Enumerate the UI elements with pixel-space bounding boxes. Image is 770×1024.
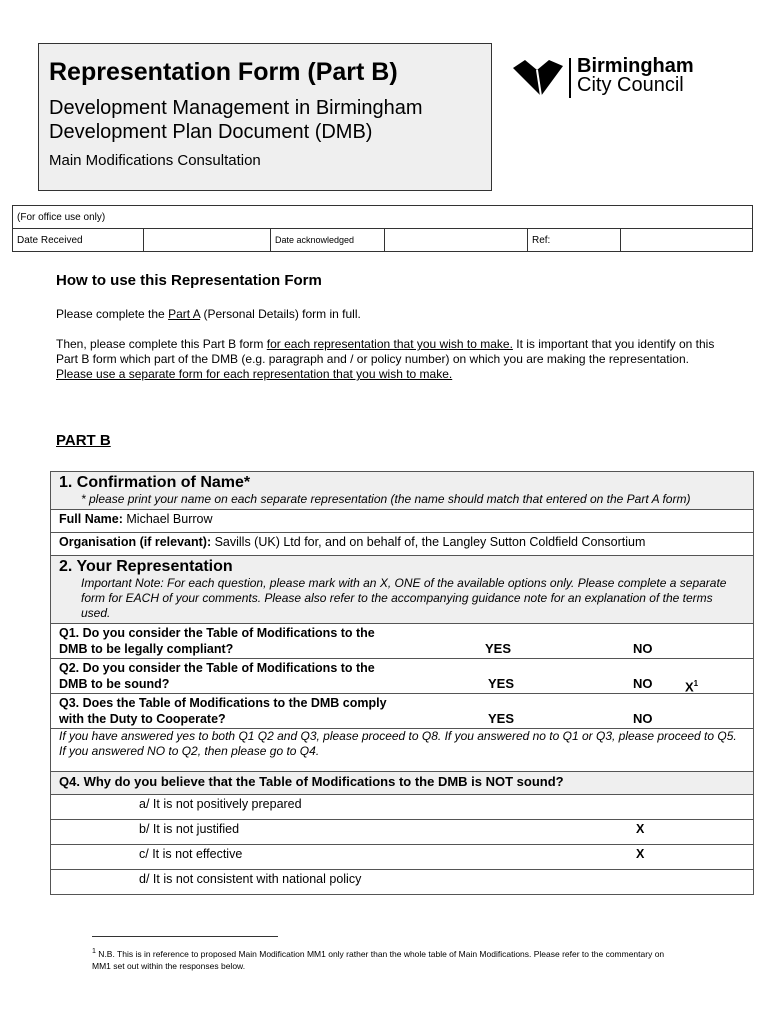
section1-note: * please print your name on each separate representation (the name should match that entered on the Part A form) — [81, 492, 691, 506]
office-use-heading: (For office use only) — [13, 206, 753, 229]
p2-underlined-1: for each representation that you wish to make. — [266, 337, 513, 351]
howto-paragraph-1 — [56, 307, 716, 322]
q1-line-1: Q1. Do you consider the Table of Modifications to the — [59, 626, 375, 640]
q3-line-1: Q3. Does the Table of Modifications to the DMB comply — [59, 696, 387, 710]
section2-header — [51, 556, 754, 624]
q1-row — [51, 624, 754, 659]
section1-title: 1. Confirmation of Name* — [59, 474, 251, 491]
p2-underlined-2: Please use a separate form for each representation that you wish to make. — [56, 367, 453, 381]
section2-note: Important Note: For each question, please mark with an X, ONE of the available options only. Please complete a separate form for EACH of your comments. Please also refer to the accompanying guidance note for an explanation of the terms used. — [81, 576, 727, 620]
date-received-field[interactable] — [144, 229, 271, 252]
subtitle-line-2: Development Plan Document (DMB) — [49, 121, 373, 143]
q2-no[interactable]: NO — [633, 676, 653, 691]
q2-no-mark — [685, 679, 698, 694]
q1-yes[interactable]: YES — [485, 641, 512, 656]
q3-yes[interactable]: YES — [488, 711, 515, 726]
form-subtitle — [49, 96, 423, 144]
howto-heading: How to use this Representation Form — [56, 272, 322, 289]
q4-option-label: b/ It is not justified — [139, 822, 240, 836]
consultation-label: Main Modifications Consultation — [49, 152, 261, 169]
q2-footnote-ref: 1 — [693, 679, 699, 688]
q4-option-a[interactable] — [51, 795, 754, 820]
howto-paragraph-2 — [56, 337, 716, 382]
form-title: Representation Form (Part B) — [49, 58, 398, 86]
date-ack-field[interactable] — [385, 229, 528, 252]
q4-option-label: d/ It is not consistent with national policy — [139, 872, 362, 886]
q1-line-2: DMB to be legally compliant? — [59, 642, 234, 656]
q4-option-label: a/ It is not positively prepared — [139, 797, 302, 811]
p1-text: Please complete the — [56, 307, 169, 321]
q4-option-d[interactable] — [51, 870, 754, 895]
footnote — [92, 945, 682, 972]
logo-line-1: Birmingham — [577, 55, 694, 77]
q4-option-mark: X — [636, 847, 645, 861]
part-b-heading: PART B — [56, 432, 111, 449]
date-received-label: Date Received — [13, 229, 144, 252]
footnote-divider — [92, 936, 278, 937]
full-name-value[interactable]: Michael Burrow — [126, 512, 213, 526]
q4-option-c[interactable] — [51, 845, 754, 870]
organisation-value[interactable]: Savills (UK) Ltd for, and on behalf of, the Langley Sutton Coldfield Consortium — [214, 535, 646, 549]
p2-text-mid: It is important that you identify on this Part B form which part of the DMB (e.g. paragraph and / or policy number) on which you are making the representation. — [56, 337, 715, 366]
footnote-number: 1 — [92, 947, 96, 955]
q2-line-2: DMB to be sound? — [59, 677, 170, 691]
footnote-text: N.B. This is in reference to proposed Main Modification MM1 only rather than the whole table of Main Modifications. Please refer to the commentary on MM1 set out within the responses below. — [92, 948, 665, 971]
p2-text: Then, please complete this Part B form — [56, 337, 267, 351]
q4-option-b[interactable] — [51, 820, 754, 845]
ref-field[interactable] — [621, 229, 753, 252]
instructions-text: If you have answered yes to both Q1 Q2 and Q3, please proceed to Q8. If you answered no to Q1 or Q3, please proceed to Q5. If you answered NO to Q2, then please go to Q4. — [59, 729, 737, 758]
office-use-table — [12, 205, 753, 252]
part-a-link[interactable]: Part A — [168, 307, 201, 321]
title-box — [38, 43, 492, 191]
representation-table — [50, 471, 754, 895]
organisation-label: Organisation (if relevant): — [59, 535, 212, 549]
logo-line-2: City Council — [577, 74, 684, 96]
q3-row — [51, 694, 754, 729]
p1-text-end: (Personal Details) form in full. — [200, 307, 361, 321]
q2-line-1: Q2. Do you consider the Table of Modifications to the — [59, 661, 375, 675]
q2-mark: X — [685, 679, 694, 695]
council-logo-icon — [511, 56, 566, 100]
subtitle-line-1: Development Management in Birmingham — [49, 97, 423, 119]
full-name-row — [51, 510, 754, 533]
q4-option-label: c/ It is not effective — [139, 847, 243, 861]
q1-no[interactable]: NO — [633, 641, 653, 656]
q3-no[interactable]: NO — [633, 711, 653, 726]
council-logo-text — [577, 57, 694, 95]
q4-option-mark: X — [636, 822, 645, 836]
q4-heading: Q4. Why do you believe that the Table of Modifications to the DMB is NOT sound? — [51, 772, 754, 795]
section2-title: 2. Your Representation — [59, 558, 233, 575]
ref-label: Ref: — [528, 229, 621, 252]
full-name-label: Full Name: — [59, 512, 123, 526]
logo-divider — [569, 58, 571, 98]
q2-row — [51, 659, 754, 694]
date-ack-label: Date acknowledged — [271, 229, 385, 252]
organisation-row — [51, 533, 754, 556]
section1-header — [51, 472, 754, 510]
q3-line-2: with the Duty to Cooperate? — [59, 712, 226, 726]
instructions-row — [51, 729, 754, 772]
q2-yes[interactable]: YES — [488, 676, 515, 691]
